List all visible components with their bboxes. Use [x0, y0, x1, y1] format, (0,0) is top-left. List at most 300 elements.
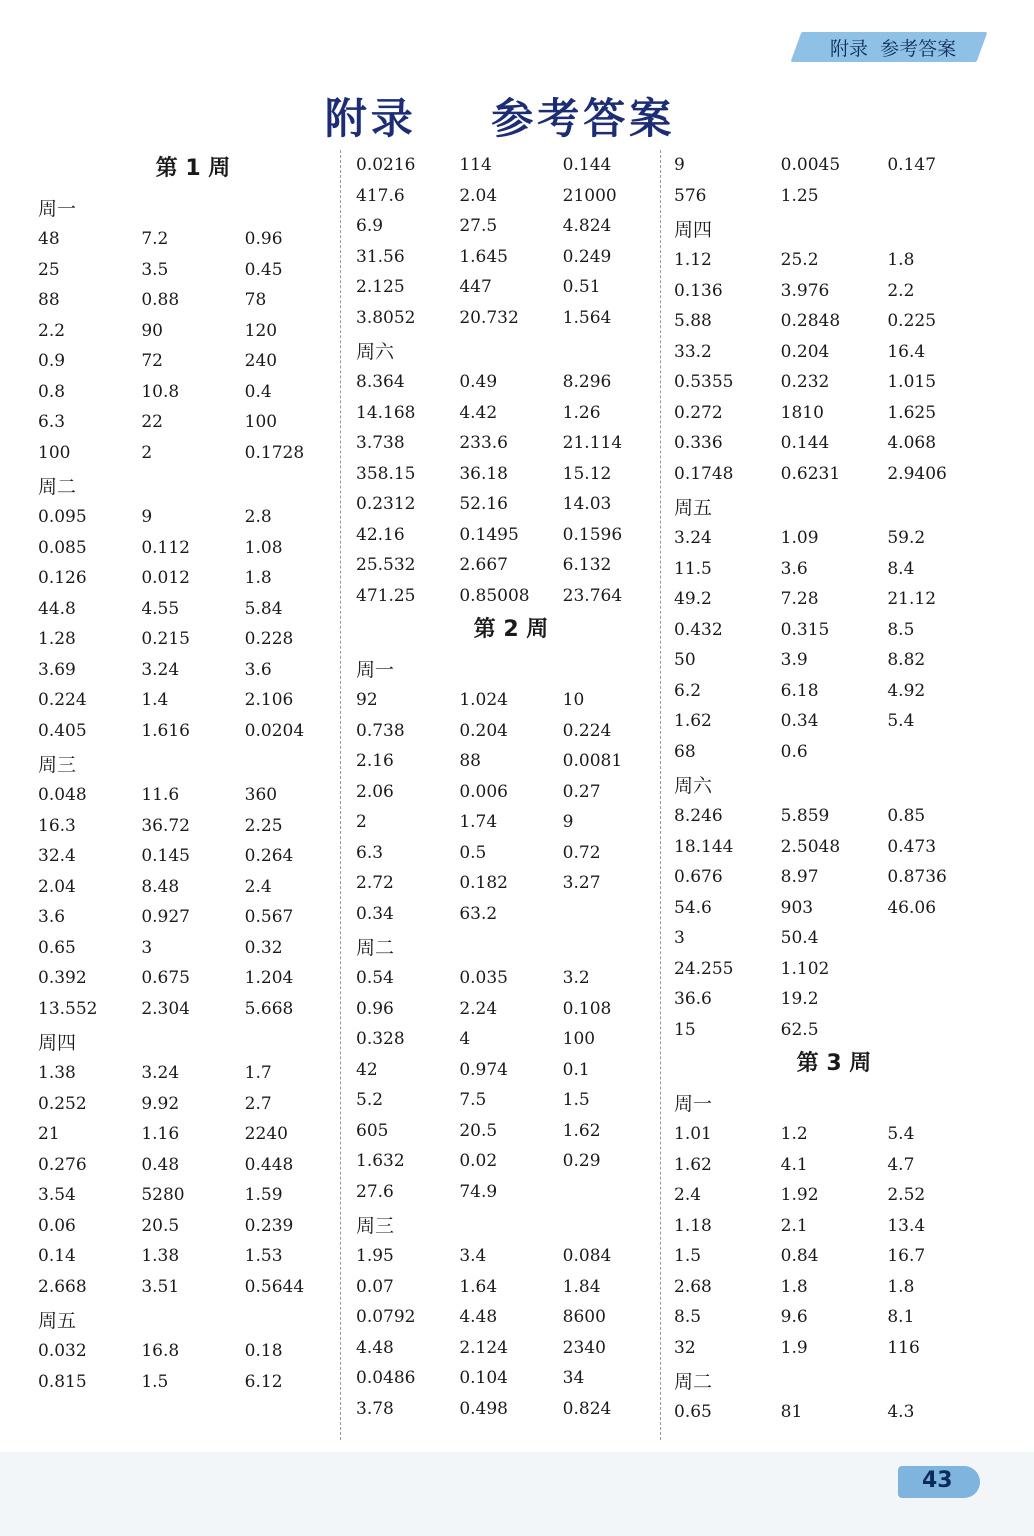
- answer-row: [356, 1116, 666, 1147]
- answer-value: 0.136: [674, 280, 723, 301]
- answer-value: 20.5: [459, 1120, 498, 1141]
- answer-value: 2.2: [38, 320, 66, 341]
- answer-value: 0.824: [562, 1398, 612, 1419]
- answer-value: 3.9: [780, 650, 808, 670]
- answer-value: 2.4: [674, 1185, 702, 1205]
- answer-value: 8.4: [887, 558, 915, 579]
- answer-value: 78: [244, 290, 267, 310]
- answer-value: 1.204: [244, 968, 294, 988]
- answer-value: 21000: [562, 185, 617, 206]
- answer-value: 0.204: [459, 720, 508, 741]
- answer-value: 0.108: [562, 998, 612, 1019]
- answer-value: 3: [141, 937, 153, 958]
- answer-value: 1.18: [674, 1215, 712, 1236]
- answer-value: 6.18: [780, 680, 819, 701]
- answer-value: 49.2: [674, 589, 712, 609]
- answer-value: 605: [356, 1120, 389, 1141]
- answer-row: [674, 645, 994, 676]
- answer-row: [356, 963, 666, 994]
- answer-row: [674, 1241, 994, 1272]
- answer-value: 36.72: [141, 815, 190, 836]
- answer-value: 1810: [780, 402, 824, 423]
- answer-value: 21.114: [562, 433, 623, 453]
- answer-value: 0.032: [38, 1341, 87, 1361]
- answer-row: [674, 584, 994, 615]
- answer-row: [38, 1336, 348, 1367]
- answer-row: [38, 994, 348, 1025]
- answer-value: 33.2: [674, 341, 712, 362]
- answer-value: 1.59: [244, 1185, 283, 1205]
- answer-value: 0.72: [562, 842, 601, 863]
- answer-value: 1.08: [244, 537, 283, 558]
- answer-value: 1.5: [674, 1246, 702, 1266]
- answer-value: 5.859: [780, 806, 830, 826]
- answer-value: 5.4: [887, 1124, 915, 1144]
- answer-row: [356, 520, 666, 551]
- answer-value: 0.676: [674, 867, 723, 887]
- answer-value: 0.276: [38, 1154, 87, 1175]
- answer-value: 0.34: [780, 711, 819, 731]
- answer-row: [38, 902, 348, 933]
- answer-value: 0.1596: [562, 524, 623, 545]
- answer-value: 0.9: [38, 351, 66, 371]
- answer-value: 3: [674, 928, 685, 948]
- answer-value: 6.3: [38, 412, 66, 432]
- day-heading: 周一: [674, 1093, 713, 1115]
- answer-value: 4.7: [887, 1154, 915, 1175]
- answer-value: 0.448: [244, 1154, 294, 1175]
- answer-row: [356, 1394, 666, 1425]
- answer-value: 447: [459, 277, 492, 297]
- answer-row: [674, 801, 994, 832]
- answer-row: [356, 838, 666, 869]
- answer-row: [38, 407, 348, 438]
- answer-value: 2.124: [459, 1337, 508, 1358]
- answer-value: 2240: [244, 1124, 288, 1144]
- answer-value: 2.304: [141, 998, 190, 1019]
- answer-row: [674, 1272, 994, 1303]
- answer-value: 100: [38, 442, 71, 463]
- answer-row: [38, 1211, 348, 1242]
- answer-value: 1.62: [562, 1120, 601, 1141]
- answer-row: [38, 780, 348, 811]
- answer-row: [674, 1302, 994, 1333]
- answer-value: 2.16: [356, 751, 394, 771]
- day-heading: 周四: [674, 219, 713, 241]
- answer-value: 3.78: [356, 1398, 394, 1419]
- answer-value: 4.3: [887, 1402, 915, 1422]
- answer-value: 8.364: [356, 372, 405, 392]
- day-heading: 周六: [356, 341, 395, 363]
- answer-value: 0.315: [780, 619, 830, 640]
- answer-row: [674, 706, 994, 737]
- answer-row: [38, 438, 348, 469]
- answer-value: 0.239: [244, 1215, 294, 1236]
- answer-value: [887, 984, 994, 1015]
- answer-row: [38, 224, 348, 255]
- answer-row: [356, 807, 666, 838]
- answer-value: 0.264: [244, 846, 294, 866]
- answer-value: 16.4: [887, 341, 926, 362]
- answer-value: 62.5: [780, 1019, 819, 1040]
- answer-value: 14.03: [562, 494, 612, 514]
- answer-value: 0.1728: [244, 442, 305, 463]
- answer-value: 88: [38, 290, 60, 310]
- answer-value: 21: [38, 1124, 60, 1144]
- answer-value: 0.32: [244, 937, 283, 958]
- answer-value: 27.5: [459, 216, 498, 236]
- answer-value: 1.5: [562, 1090, 590, 1110]
- answer-value: 0.48: [141, 1154, 180, 1175]
- answer-value: 0.0792: [356, 1307, 416, 1327]
- answer-value: 46.06: [887, 897, 937, 918]
- answer-value: 1.8: [244, 568, 272, 588]
- answer-value: 0.07: [356, 1276, 394, 1297]
- answer-row: [356, 1177, 666, 1208]
- answer-row: [38, 1241, 348, 1272]
- day-heading: 周二: [674, 1371, 713, 1393]
- answer-value: 5.668: [244, 998, 294, 1019]
- answer-value: 0.65: [38, 937, 76, 958]
- answer-value: 15.12: [562, 463, 612, 484]
- answer-value: 0.0045: [780, 155, 841, 175]
- answer-row: [38, 963, 348, 994]
- answer-row: [38, 811, 348, 842]
- answer-value: 0.498: [459, 1398, 508, 1419]
- answer-value: 1.12: [674, 250, 712, 270]
- answer-value: 8.97: [780, 867, 819, 887]
- answer-row: [38, 1058, 348, 1089]
- answer-value: 1.28: [38, 629, 76, 649]
- answer-row: [674, 181, 994, 212]
- week-heading: 第 1 周: [155, 156, 231, 181]
- answer-value: 27.6: [356, 1181, 394, 1202]
- answer-row: [356, 868, 666, 899]
- answer-value: 114: [459, 155, 492, 175]
- answer-row: [674, 676, 994, 707]
- answer-value: 74.9: [459, 1181, 498, 1202]
- answer-row: [356, 211, 666, 242]
- answer-value: 1.102: [780, 958, 830, 979]
- answer-row: [356, 1085, 666, 1116]
- answer-value: 22: [141, 412, 163, 432]
- answer-value: 5.88: [674, 311, 712, 331]
- day-heading: 周三: [38, 754, 77, 776]
- answer-value: 0.4: [244, 381, 272, 402]
- answer-value: 34: [562, 1368, 585, 1388]
- answer-value: [887, 1015, 994, 1046]
- answer-value: 63.2: [459, 903, 498, 924]
- answer-value: 1.09: [780, 528, 819, 548]
- answer-row: [674, 862, 994, 893]
- answer-row: [674, 893, 994, 924]
- answer-value: 2: [141, 442, 153, 463]
- answer-value: 68: [674, 741, 696, 762]
- answer-value: 3.69: [38, 659, 76, 680]
- answer-value: 36.18: [459, 463, 508, 484]
- answer-value: 16.8: [141, 1341, 180, 1361]
- answer-value: 5.2: [356, 1090, 384, 1110]
- answer-value: 1.53: [244, 1246, 283, 1266]
- answer-value: 0.51: [562, 277, 601, 297]
- answer-row: [674, 1015, 994, 1046]
- answer-value: 0.147: [887, 155, 937, 175]
- answer-value: 1.38: [38, 1063, 76, 1083]
- answer-value: 0.224: [38, 690, 87, 710]
- answer-value: 1.95: [356, 1246, 394, 1266]
- answer-value: 0.1: [562, 1059, 590, 1080]
- answer-value: 0.405: [38, 720, 87, 741]
- answer-value: 3.2: [562, 968, 590, 988]
- answer-row: [38, 685, 348, 716]
- answer-value: 8.296: [562, 372, 612, 392]
- answer-value: 4.92: [887, 680, 926, 701]
- answer-row: [356, 1024, 666, 1055]
- day-heading: 周六: [674, 775, 713, 797]
- answer-value: 14.168: [356, 402, 416, 423]
- answer-value: 1.015: [887, 372, 937, 392]
- answer-value: 0.225: [887, 311, 937, 331]
- answer-value: [887, 954, 994, 985]
- answer-value: 471.25: [356, 585, 416, 606]
- answer-value: 2.8: [244, 507, 272, 527]
- answer-row: [38, 872, 348, 903]
- day-heading: 周三: [356, 1215, 395, 1237]
- answer-row: [674, 459, 994, 490]
- answer-value: 1.62: [674, 1154, 712, 1175]
- answer-value: 2.9406: [887, 463, 947, 484]
- answer-value: 4.068: [887, 433, 937, 453]
- answer-value: 1.616: [141, 720, 190, 741]
- answer-value: 1.8: [780, 1276, 808, 1297]
- answer-value: 100: [562, 1029, 596, 1049]
- answer-row: [356, 716, 666, 747]
- answer-value: 2.06: [356, 781, 394, 802]
- answer-value: 240: [244, 351, 278, 371]
- answer-row: [356, 428, 666, 459]
- answer-value: 1.5: [141, 1371, 169, 1392]
- answer-value: 0.45: [244, 259, 283, 280]
- answer-value: 0.182: [459, 873, 508, 893]
- answer-value: 2.1: [780, 1215, 808, 1236]
- answer-value: 0.473: [887, 836, 937, 857]
- answer-value: 13.4: [887, 1215, 926, 1236]
- answer-value: 3.976: [780, 280, 830, 301]
- answer-value: 3.5: [141, 259, 169, 280]
- answer-value: 0.85008: [459, 585, 530, 606]
- answer-row: [356, 398, 666, 429]
- answer-value: 8.48: [141, 876, 180, 897]
- week-heading: 第 2 周: [473, 617, 549, 642]
- answer-value: 25.532: [356, 555, 416, 575]
- answer-row: [38, 1272, 348, 1303]
- answer-value: 2.52: [887, 1185, 926, 1205]
- day-heading: 周二: [356, 937, 395, 959]
- answer-value: 0.232: [780, 372, 830, 392]
- answer-value: 1.62: [674, 711, 712, 731]
- answer-row: [38, 533, 348, 564]
- answer-row: [356, 581, 666, 612]
- page-title: 附录 参考答案: [324, 94, 676, 143]
- answer-row: [356, 181, 666, 212]
- answer-value: 0.675: [141, 968, 190, 988]
- answer-value: 417.6: [356, 185, 405, 206]
- answer-value: 1.645: [459, 246, 508, 267]
- answer-value: 0.215: [141, 629, 190, 649]
- answer-value: 21.12: [887, 589, 937, 609]
- answer-value: 1.564: [562, 307, 612, 328]
- answer-row: [674, 150, 994, 181]
- answer-value: [887, 923, 994, 954]
- answer-value: 0.112: [141, 537, 190, 558]
- answer-row: [674, 1119, 994, 1150]
- answer-value: 13.552: [38, 998, 98, 1019]
- answer-value: 4: [459, 1029, 471, 1049]
- answer-value: 8.1: [887, 1307, 915, 1327]
- answer-row: [38, 716, 348, 747]
- answer-value: 2.24: [459, 998, 498, 1019]
- answer-row: [38, 1367, 348, 1398]
- answer-value: 2.72: [356, 873, 394, 893]
- answer-value: 1.024: [459, 690, 508, 710]
- answer-value: 48: [38, 229, 60, 249]
- answer-value: 32.4: [38, 846, 76, 866]
- answer-value: 2.04: [459, 185, 498, 206]
- answer-value: 6.12: [244, 1371, 283, 1392]
- day-heading: 周一: [38, 198, 77, 220]
- answer-value: 25: [38, 259, 60, 280]
- answer-value: 0.126: [38, 568, 87, 588]
- answer-value: [887, 737, 994, 768]
- answer-value: 0.328: [356, 1029, 405, 1049]
- answer-value: 3.27: [562, 873, 601, 893]
- answer-value: 9.92: [141, 1093, 180, 1114]
- answer-row: [356, 303, 666, 334]
- answer-value: 20.5: [141, 1215, 180, 1236]
- answer-value: 0.0204: [244, 720, 305, 741]
- day-heading: 周五: [38, 1310, 77, 1332]
- answer-value: 88: [459, 751, 481, 771]
- answer-row: [38, 594, 348, 625]
- answer-row: [674, 523, 994, 554]
- answer-value: 2.68: [674, 1276, 712, 1297]
- answer-row: [38, 563, 348, 594]
- answer-value: 1.84: [562, 1276, 601, 1297]
- answer-row: [356, 685, 666, 716]
- answer-value: 0.228: [244, 629, 294, 649]
- answer-row: [674, 954, 994, 985]
- answer-value: 8.5: [887, 619, 915, 640]
- answer-row: [356, 1363, 666, 1394]
- answer-value: 0.0486: [356, 1368, 416, 1388]
- answer-value: 10.8: [141, 381, 180, 402]
- answer-value: 20.732: [459, 307, 519, 328]
- answer-row: [356, 899, 666, 930]
- answer-value: 360: [244, 785, 278, 805]
- answer-value: 54.6: [674, 897, 712, 918]
- answer-value: 0.145: [141, 846, 190, 866]
- answer-value: 2.2: [887, 280, 915, 301]
- answer-value: 7.2: [141, 229, 169, 249]
- answer-value: 3.4: [459, 1246, 487, 1266]
- answer-row: [674, 428, 994, 459]
- answer-row: [356, 459, 666, 490]
- answer-row: [356, 1302, 666, 1333]
- answer-value: 0.65: [674, 1402, 712, 1422]
- answer-value: 90: [141, 320, 163, 341]
- answer-value: 2340: [562, 1337, 606, 1358]
- answer-value: 6.3: [356, 842, 384, 863]
- answer-value: 2.25: [244, 815, 283, 836]
- day-heading: 周五: [674, 497, 713, 519]
- answer-row: [674, 737, 994, 768]
- answer-value: 16.3: [38, 815, 76, 836]
- answer-value: 9: [141, 507, 153, 527]
- answer-value: 8.246: [674, 806, 723, 826]
- answer-row: [356, 1333, 666, 1364]
- answer-value: [563, 899, 666, 930]
- answer-value: 6.132: [562, 555, 612, 575]
- answer-value: 0.6: [780, 741, 808, 762]
- answer-row: [356, 1055, 666, 1086]
- answer-value: 0.249: [562, 246, 612, 267]
- answer-row: [674, 554, 994, 585]
- answer-value: 0.84: [780, 1246, 819, 1266]
- answer-value: 3.6: [38, 907, 66, 927]
- answer-value: 2: [356, 812, 367, 832]
- answer-value: 116: [887, 1337, 920, 1358]
- answer-row: [674, 1150, 994, 1181]
- answer-value: 2.7: [244, 1093, 272, 1114]
- answer-value: 9: [562, 812, 574, 832]
- answer-value: 11.5: [674, 558, 712, 579]
- answer-value: 1.632: [356, 1151, 405, 1171]
- answer-value: 3.8052: [356, 307, 416, 328]
- answer-row: [38, 1119, 348, 1150]
- answer-value: 0.2848: [780, 311, 841, 331]
- answer-value: 2.668: [38, 1276, 87, 1297]
- answer-value: 0.144: [562, 155, 612, 175]
- answer-value: 36.6: [674, 989, 712, 1009]
- answer-value: 0.0216: [356, 155, 416, 175]
- section-tab-label: 附录 参考答案: [830, 38, 957, 60]
- answer-row: [38, 377, 348, 408]
- answer-value: 1.16: [141, 1124, 180, 1144]
- answer-row: [356, 150, 666, 181]
- answer-value: 1.2: [780, 1124, 808, 1144]
- answer-value: 3.6: [244, 659, 272, 680]
- answer-row: [674, 276, 994, 307]
- answer-row: [674, 1211, 994, 1242]
- answer-row: [356, 994, 666, 1025]
- answer-value: 1.9: [780, 1337, 808, 1358]
- answer-value: 92: [356, 690, 378, 710]
- answer-value: 59.2: [887, 528, 926, 548]
- answer-value: 120: [244, 320, 278, 341]
- answer-value: 3.24: [674, 528, 712, 548]
- answer-row: [674, 245, 994, 276]
- answer-value: 0.85: [887, 806, 926, 826]
- answer-value: 1.26: [562, 402, 601, 423]
- answer-value: 3.51: [141, 1276, 180, 1297]
- answer-value: 0.204: [780, 341, 830, 362]
- answer-value: [563, 1177, 666, 1208]
- answer-value: 0.1495: [459, 524, 519, 545]
- answer-value: 2.106: [244, 690, 294, 710]
- answer-value: 0.6231: [780, 463, 841, 484]
- answer-row: [38, 502, 348, 533]
- answer-value: 10: [562, 690, 585, 710]
